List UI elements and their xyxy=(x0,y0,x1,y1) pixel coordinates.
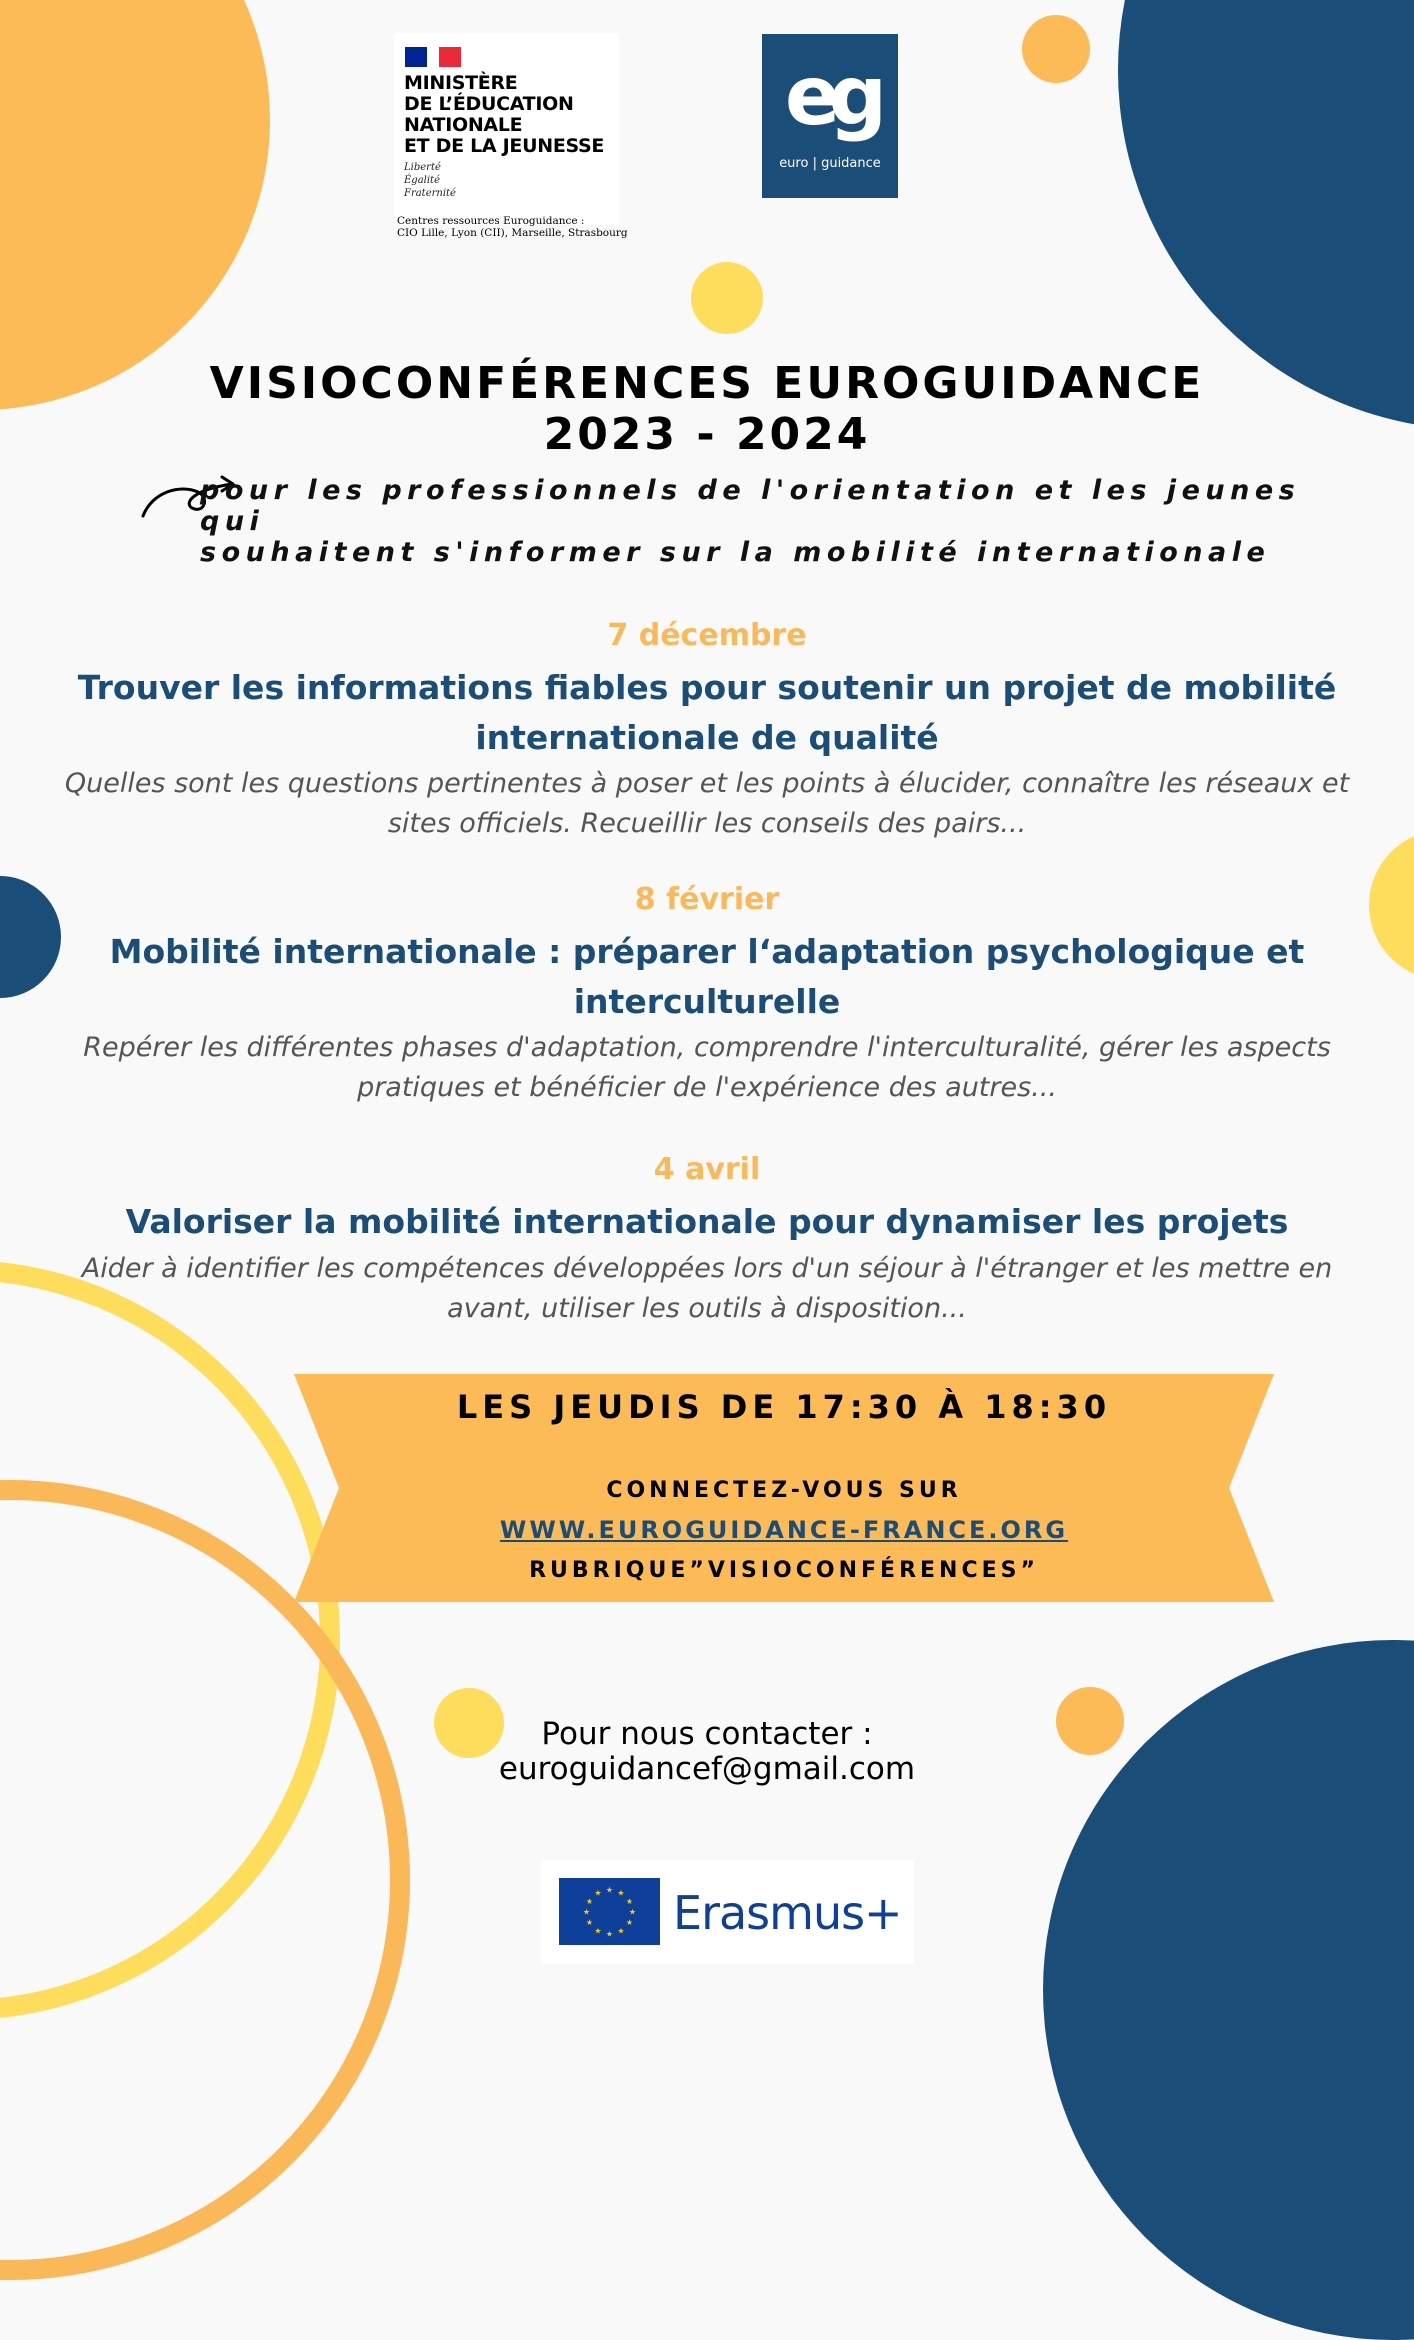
event-1-title: Trouver les informations fiables pour soutenir un projet de mobilité internationale de qualité xyxy=(77,668,1337,757)
ministry-logo xyxy=(394,33,619,225)
event-1-date: 7 décembre xyxy=(607,618,807,653)
ministry-name: MINISTÈRE DE L’ÉDUCATION NATIONALE ET DE LA JEUNESSE xyxy=(404,72,605,157)
event-2-title: Mobilité internationale : préparer l‘adaptation psychologique et interculturelle xyxy=(109,932,1305,1021)
event-2-description: Repérer les différentes phases d'adaptation, comprendre l'interculturalité, gérer les aspects pratiques et bénéficier de l'expérience des autres... xyxy=(83,1032,1331,1103)
euroguidance-logo xyxy=(762,34,898,198)
contact-label: Pour nous contacter : xyxy=(541,1716,873,1752)
euroguidance-logo-caption: euro | guidance xyxy=(779,156,881,171)
ministry-motto: Liberté Égalité Fraternité xyxy=(404,162,456,199)
svg-text:★: ★ xyxy=(585,1918,594,1927)
event-3-date: 4 avril xyxy=(653,1152,761,1187)
eu-flag-icon xyxy=(559,1878,660,1945)
svg-text:★: ★ xyxy=(617,1926,625,1936)
svg-text:★: ★ xyxy=(625,1918,634,1927)
section-text: RUBRIQUE”VISIOCONFÉRENCES” xyxy=(529,1558,1039,1583)
website-link[interactable]: WWW.EUROGUIDANCE-FRANCE.ORG xyxy=(499,1516,1069,1544)
svg-text:★: ★ xyxy=(628,1907,637,1917)
svg-text:★: ★ xyxy=(605,1885,614,1895)
schedule-banner xyxy=(294,1374,1274,1602)
event-3-description: Aider à identifier les compétences développées lors d'un séjour à l'étranger et les mettre en avant, utiliser les outils à disposition... xyxy=(81,1253,1333,1324)
eg-logo-mark: eg xyxy=(784,49,876,144)
contact-email[interactable]: euroguidancef@gmail.com xyxy=(498,1751,916,1787)
event-1-description: Quelles sont les questions pertinentes à poser et les points à élucider, connaître les réseaux et sites officiels. Recueillir les conseils des pairs... xyxy=(64,768,1350,839)
schedule-text: LES JEUDIS DE 17:30 À 18:30 xyxy=(456,1388,1112,1426)
svg-text:★: ★ xyxy=(594,1888,602,1898)
event-3-title: Valoriser la mobilité internationale pour dynamiser les projets xyxy=(125,1202,1289,1241)
french-flag-icon xyxy=(405,47,461,67)
erasmus-logo xyxy=(541,1860,914,1964)
svg-text:★: ★ xyxy=(582,1907,591,1917)
resource-centres-note: Centres ressources Euroguidance : CIO Lille, Lyon (CII), Marseille, Strasbourg xyxy=(397,215,628,239)
svg-text:★: ★ xyxy=(594,1926,602,1936)
erasmus-wordmark: Erasmus+ xyxy=(673,1886,902,1940)
small-yellow-dot-top xyxy=(691,262,763,334)
page-subtitle: pour les professionnels de l'orientation et les jeunes qui souhaitent s'informer sur la mobilité internationale xyxy=(200,475,1301,568)
event-2-date: 8 février xyxy=(634,882,780,917)
svg-text:★: ★ xyxy=(625,1897,634,1906)
svg-text:★: ★ xyxy=(585,1897,594,1906)
svg-text:★: ★ xyxy=(617,1888,625,1898)
small-orange-dot-top xyxy=(1022,15,1090,83)
connect-text: CONNECTEZ-VOUS SUR xyxy=(606,1478,962,1503)
page-title: VISIOCONFÉRENCES EUROGUIDANCE 2023 - 2024 xyxy=(209,358,1205,460)
svg-text:★: ★ xyxy=(605,1929,614,1939)
orange-circle-top-left xyxy=(0,0,270,410)
